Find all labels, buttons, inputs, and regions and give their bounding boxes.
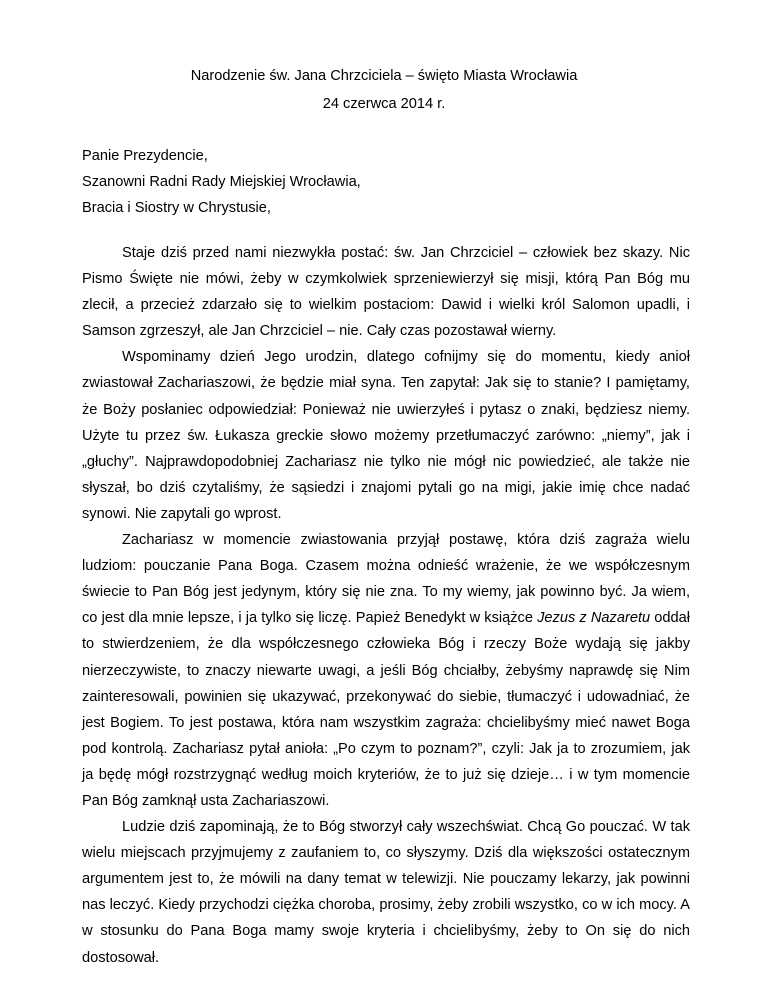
paragraph-4: Ludzie dziś zapominają, że to Bóg stworzył cały wszechświat. Chcą Go pouczać. W tak wielu miejscach przyjmujemy z zaufaniem to, co słyszymy. Dziś dla większości ostatecznym argumentem jest to, że mówili na dany temat w telewizji. Nie pouczamy lekarzy, jak powinni nas leczyć. Kiedy przychodzi ciężka choroba, prosimy, żeby zrobili wszystko, co w ich mocy. A w stosunku do Pana Boga mamy swoje kryteria i chcielibyśmy, żeby to On się do nich dostosował. bbox=[82, 819, 690, 966]
sermon-body bbox=[82, 240, 690, 971]
greeting-line-2: Szanowni Radni Rady Miejskiej Wrocławia, bbox=[82, 174, 361, 190]
paragraph-1: Staje dziś przed nami niezwykła postać: św. Jan Chrzciciel – człowiek bez skazy. Nic Pismo Święte nie mówi, żeby w czymkolwiek sprzeniewierzył się misji, którą Pan Bóg mu zlecił, a przecież zdarzało się to wielkim postaciom: Dawid i wielki król Salomon upadli, i Samson zgrzeszył, ale Jan Chrzciciel – nie. Cały czas pozostawał wierny. bbox=[82, 245, 690, 340]
greeting-line-3: Bracia i Siostry w Chrystusie, bbox=[82, 200, 271, 216]
paragraph-2: Wspominamy dzień Jego urodzin, dlatego cofnijmy się do momentu, kiedy anioł zwiastował Zachariaszowi, że będzie miał syna. Ten zapytał: Jak się to stanie? I pamiętamy, że Boży posłaniec odpowiedział: Ponieważ nie uwierzyłeś i pytasz o znaki, będziesz niemy. Użyte tu przez św. Łukasza greckie słowo możemy przetłumaczyć zarówno: „niemy”, jak i „głuchy”. Najprawdopodobniej Zachariasz nie tylko nie mógł nic powiedzieć, ale także nie słyszał, bo dziś czytaliśmy, że sąsiedzi i znajomi pytali go na migi, jakie imię chce nadać synowi. Nie zapytali go wprost. bbox=[82, 349, 690, 522]
document-title: Narodzenie św. Jana Chrzciciela – święto Miasta Wrocławia bbox=[190, 68, 578, 84]
document-date: 24 czerwca 2014 r. bbox=[322, 96, 446, 112]
greeting-line-1: Panie Prezydencie, bbox=[82, 148, 208, 164]
book-title: Jezus z Nazaretu bbox=[537, 610, 651, 627]
paragraph-3 bbox=[82, 527, 690, 814]
paragraph-3-part-1: Zachariasz w momencie zwiastowania przyjął postawę, która dziś zagraża wielu ludziom: pouczanie Pana Boga. Czasem można odnieść wrażenie, że we współczesnym świecie to Pan Bóg jest jedynym, który się nie zna. To my wiemy, jak powinno być. Ja wiem, co jest dla mnie lepsze, i ja tylko się liczę. Papież Benedykt w książce bbox=[82, 532, 690, 627]
paragraph-3-part-2: oddał to stwierdzeniem, że dla współczesnego człowieka Bóg i rzeczy Boże wydają się jakby nierzeczywiste, to znaczy niewarte uwagi, a jeśli Bóg chciałby, żebyśmy naprawdę się Nim zainteresowali, powinien się ukazywać, przekonywać do siebie, tłumaczyć i udowadniać, że jest Bogiem. To jest postawa, która nam wszystkim zagraża: chcielibyśmy mieć nawet Boga pod kontrolą. Zachariasz pytał anioła: „Po czym to poznam?”, czyli: Jak ja to zrozumiem, jak ja będę mógł rozstrzygnąć według moich kryteriów, że to już się dzieje… i w tym momencie Pan Bóg zamknął usta Zachariaszowi. bbox=[82, 610, 691, 809]
